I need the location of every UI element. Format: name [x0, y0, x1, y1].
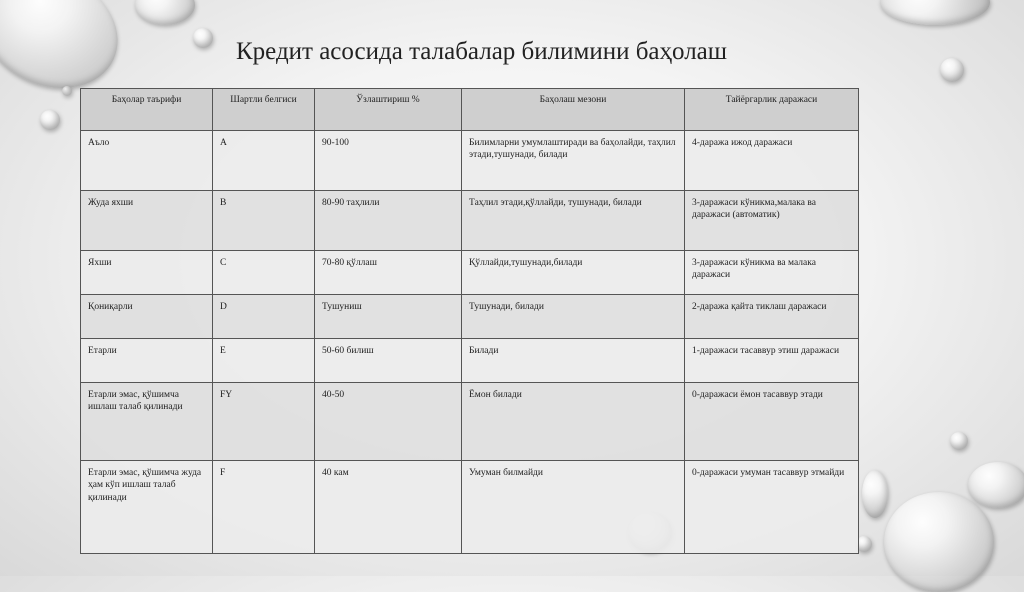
mastery-percent-cell: 80-90 таҳлили [315, 191, 462, 251]
water-drop-decoration [968, 462, 1024, 508]
water-drop-decoration [884, 492, 994, 592]
table-row [81, 191, 859, 251]
grade-name-cell: Яхши [81, 251, 213, 295]
grade-symbol-cell: A [213, 131, 315, 191]
readiness-level-cell: 4-даража ижод даражаси [685, 131, 859, 191]
grade-symbol-cell: F [213, 461, 315, 554]
readiness-level-cell: 3-даражаси кўникма ва малака даражаси [685, 251, 859, 295]
mastery-percent-cell: 90-100 [315, 131, 462, 191]
grade-name-cell: Етарли [81, 339, 213, 383]
table-row [81, 339, 859, 383]
grade-name-cell: Аъло [81, 131, 213, 191]
grade-name-cell: Етарли эмас, қўшимча жуда ҳам кўп ишлаш талаб қилинади [81, 461, 213, 554]
water-drop-decoration [880, 0, 990, 25]
readiness-level-cell: 0-даражаси умуман тасаввур этмайди [685, 461, 859, 554]
mastery-percent-cell: Тушуниш [315, 295, 462, 339]
readiness-level-cell: 3-даражаси кўникма,малака ва даражаси (автоматик) [685, 191, 859, 251]
mastery-percent-cell: 50-60 билиш [315, 339, 462, 383]
water-drop-decoration [862, 470, 888, 518]
grade-symbol-cell: D [213, 295, 315, 339]
criteria-cell: Қўллайди,тушунади,билади [462, 251, 685, 295]
mastery-percent-cell: 70-80 қўллаш [315, 251, 462, 295]
column-header: Ўзлаштириш % [315, 89, 462, 131]
water-drop-decoration [40, 110, 60, 130]
readiness-level-cell: 1-даражаси тасаввур этиш даражаси [685, 339, 859, 383]
water-drop-decoration [135, 0, 195, 25]
criteria-cell: Билади [462, 339, 685, 383]
water-drop-decoration [193, 28, 213, 48]
readiness-level-cell: 2-даража қайта тиклаш даражаси [685, 295, 859, 339]
table-row [81, 295, 859, 339]
grade-name-cell: Қониқарли [81, 295, 213, 339]
column-header: Баҳолаш мезони [462, 89, 685, 131]
grade-name-cell: Жуда яхши [81, 191, 213, 251]
readiness-level-cell: 0-даражаси ёмон тасаввур этади [685, 383, 859, 461]
grade-name-cell: Етарли эмас, қўшимча ишлаш талаб қилинади [81, 383, 213, 461]
table-row [81, 461, 859, 554]
grade-symbol-cell: E [213, 339, 315, 383]
mastery-percent-cell: 40-50 [315, 383, 462, 461]
water-drop-decoration [950, 432, 968, 450]
table-row [81, 131, 859, 191]
criteria-cell: Тушунади, билади [462, 295, 685, 339]
criteria-cell: Таҳлил этади,қўллайди, тушунади, билади [462, 191, 685, 251]
table-row [81, 251, 859, 295]
column-header: Баҳолар таърифи [81, 89, 213, 131]
column-header: Тайёргарлик даражаси [685, 89, 859, 131]
table-row [81, 383, 859, 461]
grade-symbol-cell: C [213, 251, 315, 295]
water-drop-decoration [62, 86, 72, 96]
grade-symbol-cell: B [213, 191, 315, 251]
criteria-cell: Умуман билмайди [462, 461, 685, 554]
mastery-percent-cell: 40 кам [315, 461, 462, 554]
grading-table [80, 88, 859, 554]
grade-symbol-cell: FY [213, 383, 315, 461]
criteria-cell: Ёмон билади [462, 383, 685, 461]
water-drop-decoration [940, 58, 964, 82]
criteria-cell: Билимларни умумлаштиради ва баҳолайди, таҳлил этади,тушунади, билади [462, 131, 685, 191]
table-header-row [81, 89, 859, 131]
page-title: Кредит асосида талабалар билимини баҳолаш [236, 38, 728, 65]
column-header: Шартли белгиси [213, 89, 315, 131]
